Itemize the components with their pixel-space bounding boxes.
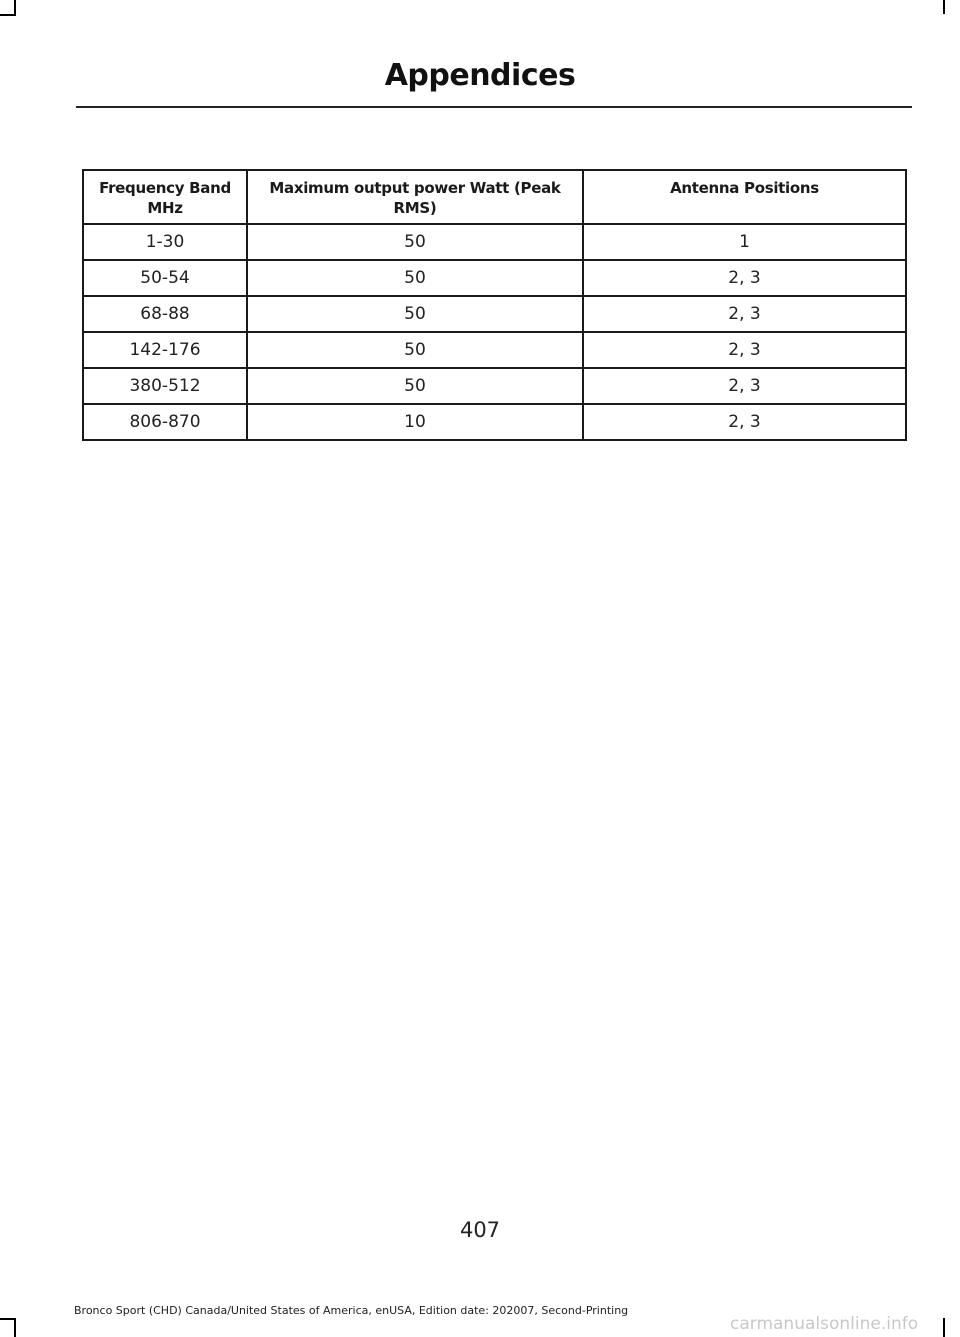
page-title: Appendices — [384, 58, 576, 93]
cell-frequency: 380-512 — [83, 368, 247, 404]
table-row — [83, 368, 906, 404]
column-header-antenna: Antenna Positions — [583, 170, 906, 224]
cell-frequency: 50-54 — [83, 260, 247, 296]
table-row — [83, 296, 906, 332]
table-row — [83, 404, 906, 440]
page-number: 407 — [459, 1218, 501, 1242]
table-row — [83, 260, 906, 296]
cell-antenna: 2, 3 — [583, 332, 906, 368]
header-divider — [76, 106, 912, 108]
cell-frequency: 1-30 — [83, 224, 247, 260]
cell-power: 50 — [247, 260, 583, 296]
cell-power: 50 — [247, 224, 583, 260]
crop-mark-top-left-v — [14, 0, 16, 14]
column-header-power: Maximum output power Watt (Peak RMS) — [247, 170, 583, 224]
table-header-row — [83, 170, 906, 224]
crop-mark-top-left-h — [0, 14, 16, 16]
cell-power: 50 — [247, 332, 583, 368]
cell-frequency: 142-176 — [83, 332, 247, 368]
column-header-frequency: Frequency Band MHz — [83, 170, 247, 224]
crop-mark-bottom-right — [943, 1318, 945, 1337]
cell-power: 50 — [247, 368, 583, 404]
table-row — [83, 332, 906, 368]
crop-mark-top-right — [943, 0, 945, 14]
cell-antenna: 1 — [583, 224, 906, 260]
frequency-table — [82, 169, 907, 441]
cell-antenna: 2, 3 — [583, 368, 906, 404]
cell-frequency: 68-88 — [83, 296, 247, 332]
cell-power: 50 — [247, 296, 583, 332]
cell-antenna: 2, 3 — [583, 260, 906, 296]
cell-frequency: 806-870 — [83, 404, 247, 440]
cell-antenna: 2, 3 — [583, 404, 906, 440]
cell-antenna: 2, 3 — [583, 296, 906, 332]
edition-footer: Bronco Sport (CHD) Canada/United States of America, enUSA, Edition date: 202007, Second-Printing — [74, 1304, 629, 1317]
cell-power: 10 — [247, 404, 583, 440]
crop-mark-bottom-left-h — [0, 1318, 16, 1320]
watermark[interactable]: carmanualsonline.info — [730, 1314, 919, 1334]
table-row — [83, 224, 906, 260]
crop-mark-bottom-left-v — [14, 1318, 16, 1337]
